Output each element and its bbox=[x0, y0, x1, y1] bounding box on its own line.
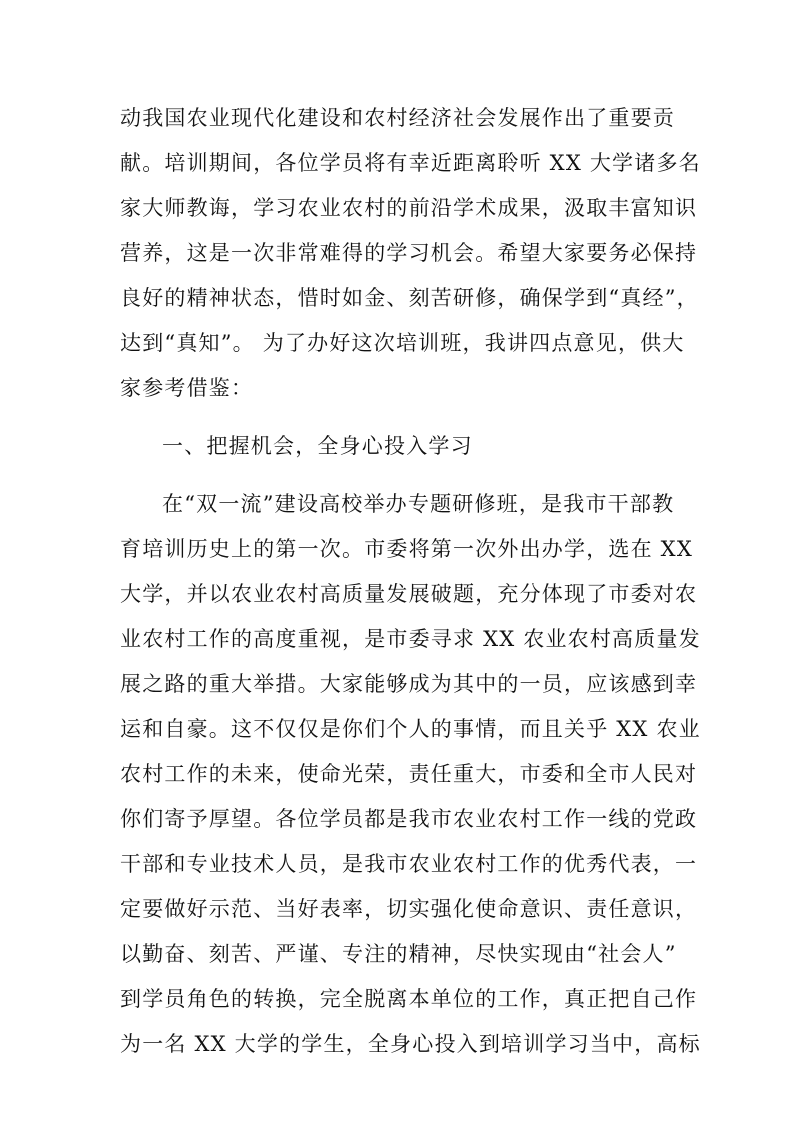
paragraph-line: 育培训历史上的第一次。市委将第一次外出办学，选在 XX bbox=[120, 537, 693, 561]
paragraph-line: 营养，这是一次非常难得的学习机会。希望大家要务必保持 bbox=[120, 241, 698, 265]
document-body bbox=[120, 96, 701, 1067]
paragraph-line: 定要做好示范、当好表率，切实强化使命意识、责任意识， bbox=[120, 897, 698, 921]
paragraph-line: 大学，并以农业农村高质量发展破题，充分体现了市委对农 bbox=[120, 582, 698, 606]
paragraph-line: 良好的精神状态，惜时如金、刻苦研修，确保学到“真经”， bbox=[120, 286, 699, 310]
paragraph-line: 运和自豪。这不仅仅是你们个人的事情，而且关乎 XX 农业 bbox=[120, 717, 701, 741]
paragraph-line: 展之路的重大举措。大家能够成为其中的一员，应该感到幸 bbox=[120, 672, 698, 696]
paragraph-line: 农村工作的未来，使命光荣，责任重大，市委和全市人民对 bbox=[120, 762, 698, 786]
paragraph-line: 家参考借鉴： bbox=[120, 376, 254, 400]
paragraph-line: 达到“真知”。 为了办好这次培训班，我讲四点意见，供大 bbox=[120, 331, 685, 355]
paragraph-line: 献。培训期间，各位学员将有幸近距离聆听 XX 大学诸多名 bbox=[120, 151, 701, 175]
paragraph-line: 为一名 XX 大学的学生，全身心投入到培训学习当中，高标 bbox=[120, 1032, 701, 1056]
paragraph-line: 家大师教诲，学习农业农村的前沿学术成果，汲取丰富知识 bbox=[120, 196, 698, 220]
paragraph-line: 干部和专业技术人员，是我市农业农村工作的优秀代表，一 bbox=[120, 852, 698, 876]
paragraph-line: 动我国农业现代化建设和农村经济社会发展作出了重要贡 bbox=[120, 106, 675, 130]
paragraph-line: 在“双一流”建设高校举办专题研修班，是我市干部教 bbox=[162, 492, 675, 516]
section-heading: 一、把握机会，全身心投入学习 bbox=[162, 434, 473, 458]
paragraph-spacer bbox=[120, 469, 680, 482]
paragraph-line: 到学员角色的转换，完全脱离本单位的工作，真正把自己作 bbox=[120, 987, 698, 1011]
paragraph-line: 你们寄予厚望。各位学员都是我市农业农村工作一线的党政 bbox=[120, 807, 698, 831]
paragraph-spacer bbox=[120, 411, 680, 424]
paragraph-line: 以勤奋、刻苦、严谨、专注的精神，尽快实现由“社会人” bbox=[120, 942, 677, 966]
paragraph-line: 业农村工作的高度重视，是市委寻求 XX 农业农村高质量发 bbox=[120, 627, 701, 651]
